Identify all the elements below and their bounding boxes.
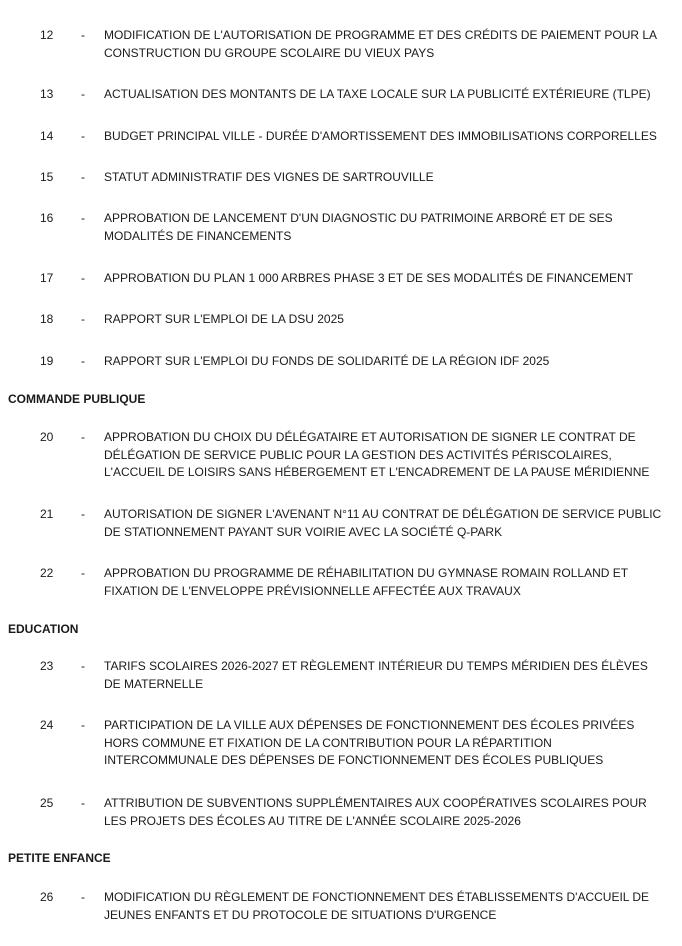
item-number: 25 xyxy=(40,796,54,810)
item-number: 14 xyxy=(40,129,54,143)
item-text: TARIFS SCOLAIRES 2026-2027 ET RÈGLEMENT INTÉRIEUR DU TEMPS MÉRIDIEN DES ÉLÈVES DE MATERNELLE xyxy=(104,659,648,691)
item-number: 21 xyxy=(40,507,54,521)
item-dash: - xyxy=(81,507,85,521)
item-dash: - xyxy=(81,718,85,732)
section-heading-commande-publique: COMMANDE PUBLIQUE xyxy=(8,392,146,406)
item-text: RAPPORT SUR L'EMPLOI DE LA DSU 2025 xyxy=(104,312,344,326)
item-number: 26 xyxy=(40,890,54,904)
item-text: APPROBATION DE LANCEMENT D'UN DIAGNOSTIC DU PATRIMOINE ARBORÉ ET DE SES MODALITÉS DE FINANCEMENTS xyxy=(104,211,613,243)
item-dash: - xyxy=(81,890,85,904)
item-number: 24 xyxy=(40,718,54,732)
item-text: APPROBATION DU PROGRAMME DE RÉHABILITATION DU GYMNASE ROMAIN ROLLAND ET FIXATION DE L'ENVELOPPE PRÉVISIONNELLE AFFECTÉE AUX TRAVAUX xyxy=(104,566,628,598)
item-number: 15 xyxy=(40,170,54,184)
item-number: 22 xyxy=(40,566,54,580)
item-text: RAPPORT SUR L'EMPLOI DU FONDS DE SOLIDARITÉ DE LA RÉGION IDF 2025 xyxy=(104,354,550,368)
item-text: MODIFICATION DE L'AUTORISATION DE PROGRAMME ET DES CRÉDITS DE PAIEMENT POUR LA CONSTRUCTION DU GROUPE SCOLAIRE DU VIEUX PAYS xyxy=(104,28,657,60)
item-dash: - xyxy=(81,312,85,326)
item-text: MODIFICATION DU RÈGLEMENT DE FONCTIONNEMENT DES ÉTABLISSEMENTS D'ACCUEIL DE JEUNES ENFANTS ET DU PROTOCOLE DE SITUATIONS D'URGENCE xyxy=(104,890,650,922)
item-dash: - xyxy=(81,430,85,444)
item-number: 12 xyxy=(40,28,54,42)
item-number: 17 xyxy=(40,271,54,285)
item-text: BUDGET PRINCIPAL VILLE - DURÉE D'AMORTISSEMENT DES IMMOBILISATIONS CORPORELLES xyxy=(104,129,657,143)
item-dash: - xyxy=(81,566,85,580)
item-text: ATTRIBUTION DE SUBVENTIONS SUPPLÉMENTAIRES AUX COOPÉRATIVES SCOLAIRES POUR LES PROJETS DES ÉCOLES AU TITRE DE L'ANNÉE SCOLAIRE 2025-2026 xyxy=(104,796,647,828)
item-text: AUTORISATION DE SIGNER L'AVENANT N°11 AU CONTRAT DE DÉLÉGATION DE SERVICE PUBLIC DE STATIONNEMENT PAYANT SUR VOIRIE AVEC LA SOCIÉTÉ Q-PARK xyxy=(104,507,662,539)
item-number: 18 xyxy=(40,312,54,326)
section-heading-education: EDUCATION xyxy=(8,622,79,636)
item-dash: - xyxy=(81,354,85,368)
item-text: ACTUALISATION DES MONTANTS DE LA TAXE LOCALE SUR LA PUBLICITÉ EXTÉRIEURE (TLPE) xyxy=(104,87,651,101)
item-text: PARTICIPATION DE LA VILLE AUX DÉPENSES DE FONCTIONNEMENT DES ÉCOLES PRIVÉES HORS COMMUNE ET FIXATION DE LA CONTRIBUTION POUR LA RÉPARTITION INTERCOMMUNALE DES DÉPENSES DE FONCTIONNEMENT DES ÉCOLES PUBLIQUES xyxy=(104,718,635,767)
item-number: 20 xyxy=(40,430,54,444)
item-text: STATUT ADMINISTRATIF DES VIGNES DE SARTROUVILLE xyxy=(104,170,434,184)
item-number: 19 xyxy=(40,354,54,368)
item-text: APPROBATION DU CHOIX DU DÉLÉGATAIRE ET AUTORISATION DE SIGNER LE CONTRAT DE DÉLÉGATION DE SERVICE PUBLIC POUR LA GESTION DES ACTIVITÉS PÉRISCOLAIRES, L'ACCUEIL DE LOISIRS SANS HÉBERGEMENT ET L'ENCADREMENT DE LA PAUSE MÉRIDIENNE xyxy=(104,430,650,479)
item-dash: - xyxy=(81,129,85,143)
item-dash: - xyxy=(81,170,85,184)
section-heading-petite-enfance: PETITE ENFANCE xyxy=(8,851,111,865)
item-dash: - xyxy=(81,796,85,810)
item-dash: - xyxy=(81,87,85,101)
item-number: 16 xyxy=(40,211,54,225)
item-number: 13 xyxy=(40,87,54,101)
item-text: APPROBATION DU PLAN 1 000 ARBRES PHASE 3 ET DE SES MODALITÉS DE FINANCEMENT xyxy=(104,271,634,285)
item-number: 23 xyxy=(40,659,54,673)
item-dash: - xyxy=(81,211,85,225)
item-dash: - xyxy=(81,28,85,42)
item-dash: - xyxy=(81,271,85,285)
item-dash: - xyxy=(81,659,85,673)
